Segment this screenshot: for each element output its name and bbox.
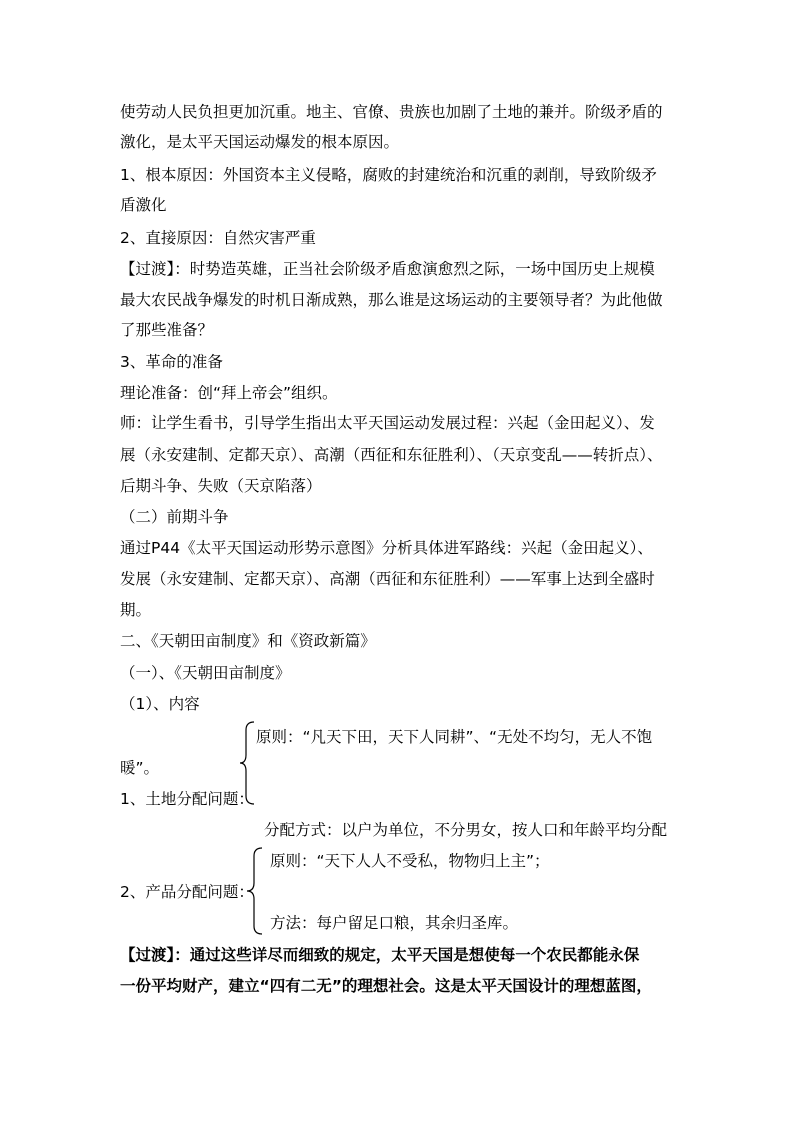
land-principle-continued: 暖”。 — [120, 759, 160, 777]
land-method: 分配方式：以户为单位，不分男女，按人口和年龄平均分配 — [264, 821, 668, 839]
text-line: 展（永安建制、定都天京）、高潮（西征和东征胜利）、（天京变乱——转折点）、 — [120, 446, 663, 464]
product-principle: 原则：“天下人人不受私，物物归上主”； — [270, 852, 550, 870]
text-line: 后期斗争、失败（天京陷落） — [120, 477, 322, 495]
product-distribution-label: 2、产品分配问题： — [120, 883, 254, 901]
transition-paragraph-line: 一份平均财产，建立“四有二无”的理想社会。这是太平天国设计的理想蓝图， — [120, 977, 652, 995]
text-line: 理论准备：创“拜上帝会”组织。 — [120, 384, 338, 402]
text-line: 通过P44《太平天国运动形势示意图》分析具体进军路线：兴起（金田起义）、 — [120, 539, 653, 557]
section-heading: 二、《天朝田亩制度》和《资政新篇》 — [120, 632, 376, 650]
text-line: 【过渡】：时势造英雄，正当社会阶级矛盾愈演愈烈之际，一场中国历史上规模 — [120, 260, 655, 278]
text-line: 发展（永安建制、定都天京）、高潮（西征和东征胜利）——军事上达到全盛时 — [120, 570, 655, 588]
land-distribution-label: 1、土地分配问题： — [120, 790, 254, 808]
section-heading: （二）前期斗争 — [120, 508, 229, 526]
text-line: 使劳动人民负担更加沉重。地主、官僚、贵族也加剧了土地的兼并。阶级矛盾的 — [120, 103, 663, 121]
text-line: 2、直接原因：自然灾害严重 — [120, 229, 316, 247]
text-line: 1、根本原因：外国资本主义侵略，腐败的封建统治和沉重的剥削，导致阶级矛 — [120, 166, 657, 184]
text-line: 最大农民战争爆发的时机日渐成熟，那么谁是这场运动的主要领导者？为此他做 — [120, 291, 663, 309]
text-line: 师：让学生看书，引导学生指出太平天国运动发展过程：兴起（金田起义）、发 — [120, 414, 655, 432]
text-line: 3、革命的准备 — [120, 353, 223, 371]
text-line: 期。 — [120, 601, 152, 619]
section-heading: （一）、《天朝田亩制度》 — [120, 664, 291, 682]
land-principle: 原则：“凡天下田，天下人同耕”、“无处不均匀，无人不饱 — [256, 728, 653, 746]
text-line: 盾激化 — [120, 196, 167, 214]
transition-paragraph-line: 【过渡】：通过这些详尽而细致的规定，太平天国是想使每一个农民都能永保 — [120, 946, 640, 964]
text-line: （1）、内容 — [120, 695, 200, 713]
product-method: 方法：每户留足口粮，其余归圣库。 — [270, 914, 519, 932]
text-line: 了那些准备？ — [120, 321, 214, 339]
text-line: 激化，是太平天国运动爆发的根本原因。 — [120, 133, 400, 151]
